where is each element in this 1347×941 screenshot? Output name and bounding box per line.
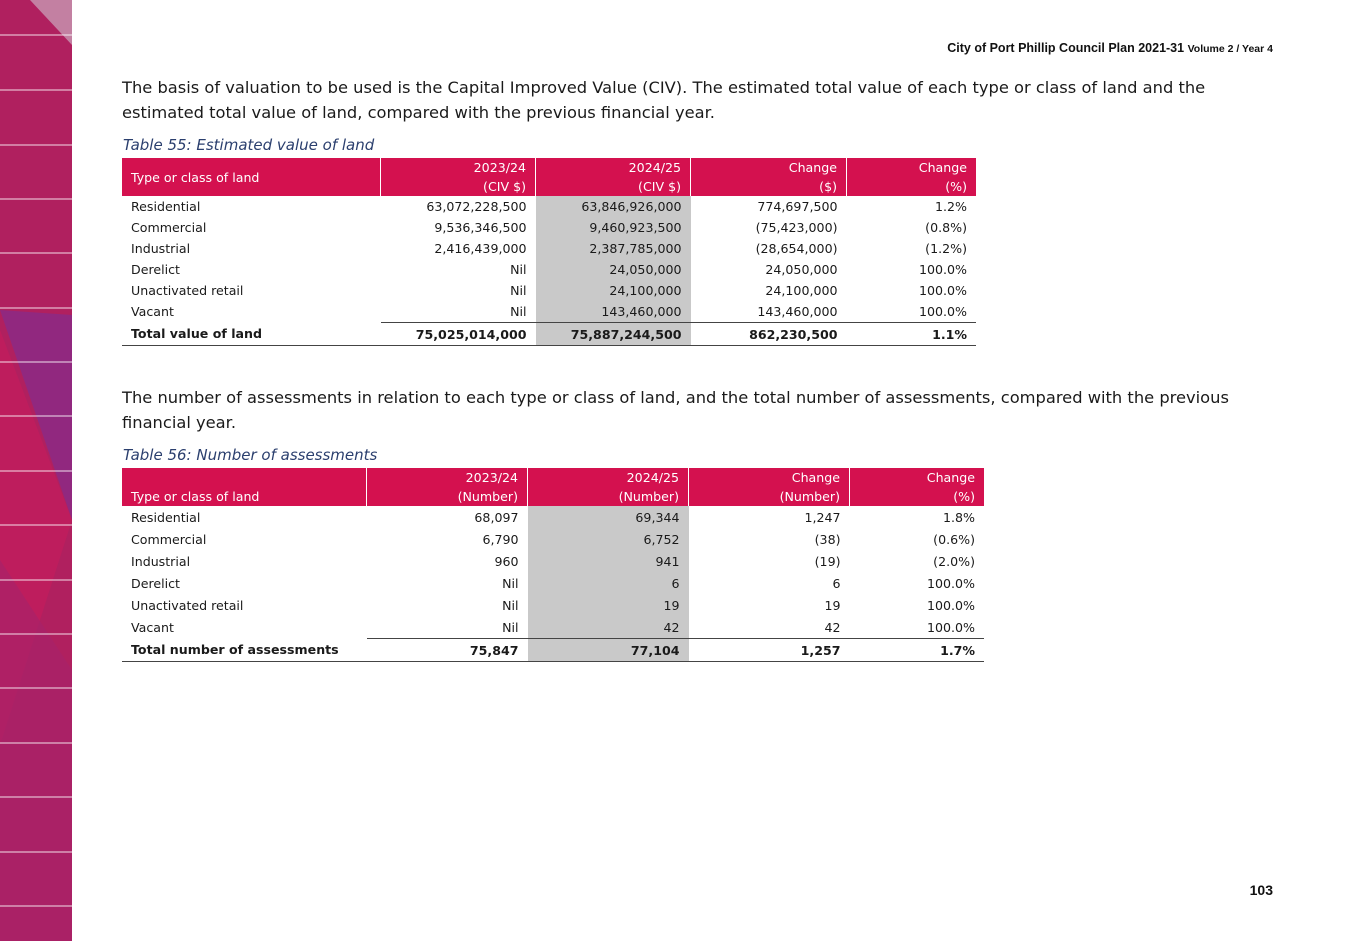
cell-2024: 63,846,926,000 — [536, 196, 691, 217]
intro-paragraph: The basis of valuation to be used is the Capital Improved Value (CIV). The estimated total value of each type or class of land and the estimated total value of land, compared with the previous financial year. — [122, 78, 1206, 122]
cell-total-change-percent: 1.1% — [847, 323, 977, 346]
cell-total-label: Total number of assessments — [122, 639, 367, 662]
cell-change-value: (38) — [814, 531, 841, 547]
cell-type: Industrial — [131, 241, 191, 256]
cell-change-value: 6 — [832, 575, 841, 591]
table-row — [122, 259, 976, 280]
header-unit: (CIV $) — [638, 179, 681, 194]
cell-2024: 24,100,000 — [536, 280, 691, 301]
cell-change-value: (75,423,000) — [755, 220, 838, 235]
cell-2024: 2,387,785,000 — [536, 238, 691, 259]
cell-total-change-value: 862,230,500 — [691, 323, 847, 346]
column-header-change-percent — [847, 158, 977, 196]
header-unit: (Number) — [618, 489, 679, 504]
table-row — [122, 594, 984, 616]
table-row — [122, 238, 976, 259]
cell-2023: Nil — [510, 283, 527, 298]
cell-2023: 960 — [494, 553, 519, 569]
cell-change-percent: 100.0% — [918, 304, 967, 319]
cell-total-2024: 77,104 — [528, 639, 689, 662]
column-header-type — [122, 158, 381, 196]
cell-2024: 24,050,000 — [536, 259, 691, 280]
table-row — [122, 572, 984, 594]
header-unit: (CIV $) — [483, 179, 526, 194]
cell-change-value: 774,697,500 — [757, 199, 838, 214]
cell-change-percent: (0.6%) — [933, 531, 975, 547]
cell-2023: Nil — [502, 575, 519, 591]
cell-type: Derelict — [131, 575, 180, 591]
cell-change-percent: (1.2%) — [925, 241, 967, 256]
cell-2023: Nil — [510, 304, 527, 319]
table-header-row — [122, 158, 976, 196]
header-label: 2024/25 — [628, 160, 681, 175]
cell-type: Vacant — [131, 304, 174, 320]
cell-change-percent: (0.8%) — [925, 220, 967, 235]
cell-change-percent: 1.8% — [943, 509, 975, 525]
cell-2024: 6 — [528, 572, 689, 594]
estimated-value-of-land-table — [122, 158, 976, 346]
cell-total-label: Total value of land — [122, 323, 381, 346]
second-paragraph: The number of assessments in relation to each type or class of land, and the total number of assessments, compared with the previous financial year. — [122, 388, 1229, 432]
document-header — [947, 41, 1273, 55]
header-volume: Volume 2 / Year 4 — [1187, 43, 1273, 55]
header-unit: (%) — [953, 489, 975, 504]
cell-2024: 941 — [528, 550, 689, 572]
decorative-sidebar — [0, 0, 72, 941]
header-label: Change — [788, 160, 837, 175]
cell-change-percent: 100.0% — [918, 283, 967, 298]
cell-change-value: 24,100,000 — [765, 283, 838, 298]
cell-type: Derelict — [131, 262, 180, 277]
header-unit: (%) — [945, 179, 967, 194]
table-row — [122, 528, 984, 550]
cell-2024: 6,752 — [528, 528, 689, 550]
cell-type: Unactivated retail — [131, 597, 244, 613]
table55-caption: Table 55: Estimated value of land — [123, 136, 375, 154]
header-label: Change — [791, 470, 840, 485]
header-label: 2024/25 — [626, 470, 679, 485]
cell-2024: 143,460,000 — [536, 301, 691, 323]
header-label: 2023/24 — [465, 470, 518, 485]
cell-2023: 63,072,228,500 — [426, 199, 527, 214]
header-label: Type or class of land — [131, 489, 260, 504]
cell-2024: 42 — [528, 616, 689, 639]
cell-type: Residential — [131, 199, 201, 214]
header-label: 2023/24 — [473, 160, 526, 175]
cell-type: Residential — [131, 509, 201, 525]
table-row — [122, 280, 976, 301]
table-total-row — [122, 323, 976, 346]
cell-total-2023: 75,025,014,000 — [381, 323, 536, 346]
cell-type: Unactivated retail — [131, 283, 244, 298]
cell-type: Commercial — [131, 531, 207, 547]
cell-2023: 68,097 — [474, 509, 519, 525]
cell-2023: 2,416,439,000 — [434, 241, 527, 256]
column-header-change-number — [689, 468, 850, 506]
cell-type: Commercial — [131, 220, 207, 235]
cell-change-percent: 100.0% — [926, 619, 975, 635]
table-row — [122, 550, 984, 572]
cell-change-value: 1,247 — [804, 509, 841, 525]
cell-2024: 69,344 — [528, 506, 689, 528]
table-row — [122, 616, 984, 639]
cell-2024: 19 — [528, 594, 689, 616]
cell-2023: Nil — [502, 619, 519, 635]
header-title: City of Port Phillip Council Plan 2021-31 — [947, 41, 1185, 55]
header-label: Change — [918, 160, 967, 175]
header-label: Change — [926, 470, 975, 485]
cell-change-percent: 100.0% — [926, 575, 975, 591]
table56-caption: Table 56: Number of assessments — [123, 446, 378, 464]
cell-change-value: (28,654,000) — [755, 241, 838, 256]
cell-2023: Nil — [502, 597, 519, 613]
sidebar-pattern — [0, 0, 72, 941]
header-label: Type or class of land — [131, 169, 260, 185]
table-row — [122, 217, 976, 238]
cell-type: Vacant — [131, 619, 174, 635]
column-header-2024 — [536, 158, 691, 196]
table-row — [122, 196, 976, 217]
cell-change-value: 24,050,000 — [765, 262, 838, 277]
cell-change-percent: (2.0%) — [933, 553, 975, 569]
column-header-2024 — [528, 468, 689, 506]
column-header-2023 — [381, 158, 536, 196]
column-header-change-percent — [850, 468, 985, 506]
page-number: 103 — [1249, 882, 1273, 898]
cell-2023: Nil — [510, 262, 527, 277]
cell-total-change-percent: 1.7% — [850, 639, 985, 662]
cell-2023: 9,536,346,500 — [434, 220, 527, 235]
table-total-row — [122, 639, 984, 662]
cell-total-2023: 75,847 — [367, 639, 528, 662]
table-row — [122, 506, 984, 528]
cell-change-value: 42 — [824, 619, 841, 635]
cell-change-value: 143,460,000 — [757, 304, 838, 319]
cell-change-percent: 100.0% — [918, 262, 967, 277]
column-header-change-dollar — [691, 158, 847, 196]
number-of-assessments-table — [122, 468, 984, 662]
column-header-type — [122, 468, 367, 506]
header-unit: (Number) — [457, 489, 518, 504]
cell-change-value: (19) — [814, 553, 841, 569]
table-header-row — [122, 468, 984, 506]
header-unit: ($) — [819, 179, 837, 194]
header-unit: (Number) — [779, 489, 840, 504]
table-row — [122, 301, 976, 323]
cell-change-percent: 1.2% — [935, 199, 967, 214]
cell-change-percent: 100.0% — [926, 597, 975, 613]
cell-type: Industrial — [131, 553, 191, 569]
column-header-2023 — [367, 468, 528, 506]
cell-total-2024: 75,887,244,500 — [536, 323, 691, 346]
cell-change-value: 19 — [824, 597, 841, 613]
cell-total-change-value: 1,257 — [689, 639, 850, 662]
cell-2024: 9,460,923,500 — [536, 217, 691, 238]
cell-2023: 6,790 — [482, 531, 519, 547]
